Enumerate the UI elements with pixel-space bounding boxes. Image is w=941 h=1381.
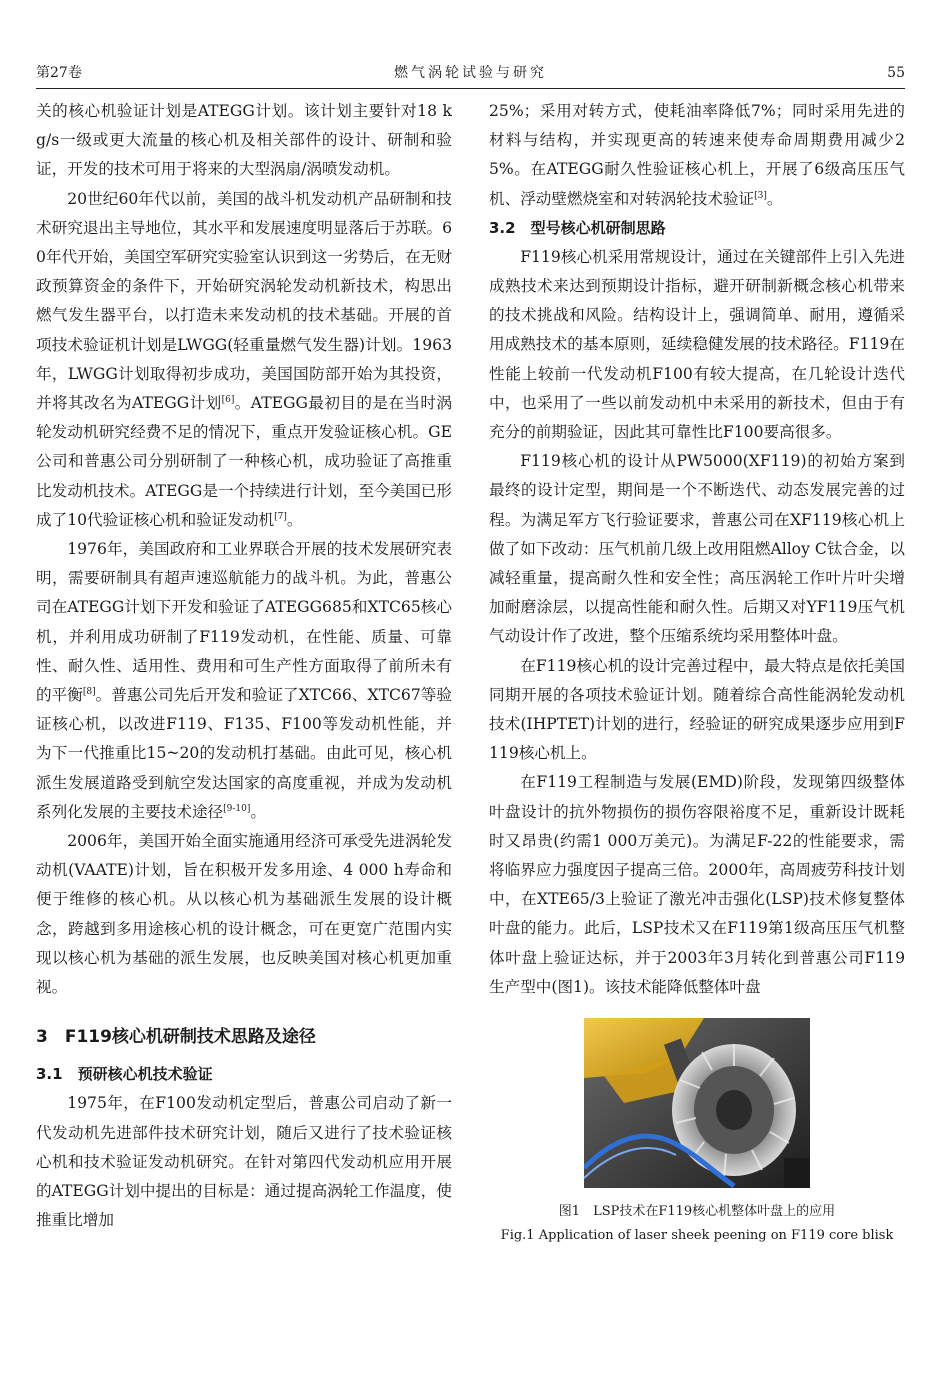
paragraph: 20世纪60年代以前，美国的战斗机发动机产品研制和技术研究退出主导地位，其水平和发展速度明显落后于苏联。60年代开始，美国空军研究实验室认识到这一劣势后，在无财政预算资金的条件下，开始研究涡轮发动机新技术，构思出燃气发生器平台，以打造未来发动机的技术基础。开展的首项技术验证机计划是LWGG(轻重量燃气发生器)计划。1963年，LWGG计划取得初步成功，美国国防部开始为其投资，并将其改名为ATEGG计划[6]。ATEGG最初目的是在当时涡轮发动机研究经费不足的情况下，重点开发验证核心机。GE公司和普惠公司分别研制了一种核心机，成功验证了高推重比发动机技术。ATEGG是一个持续进行计划，至今美国已形成了10代验证核心机和验证发动机[7]。 — [36, 189, 453, 529]
subsection-heading: 3.1 预研核心机技术验证 — [36, 1065, 213, 1084]
figure-lsp-blisk-photo — [584, 1018, 810, 1188]
paragraph: 在F119工程制造与发展(EMD)阶段，发现第四级整体叶盘设计的抗外物损伤的损伤容限裕度不足，重新设计既耗时又昂贵(约需1 000万美元)。为满足F-22的性能要求，需将临界应力强度因子提高三倍。2000年，高周疲劳科技计划中，在XTE65/3上验证了激光冲击强化(LSP)技术修复整体叶盘的能力。此后，LSP技术又在F119第1级高压压气机整体叶盘上验证达标，并于2003年3月转化到普惠公司F119生产型中(图1)。该技术能降低整体叶盘 — [489, 773, 905, 996]
figure-caption-en: Fig.1 Application of laser sheek peening on F119 core blisk — [500, 1228, 894, 1244]
paragraph: F119核心机的设计从PW5000(XF119)的初始方案到最终的设计定型，期间是一个不断迭代、动态发展完善的过程。为满足军方飞行验证要求，普惠公司在XF119核心机上做了如下改动：压气机前几级上改用阻燃Alloy C钛合金，以减轻重量，提高耐久性和安全性；高压涡轮工作叶片叶尖增加耐磨涂层，以提高性能和耐久性。后期又对YF119压气机气动设计作了改进，整个压缩系统均采用整体叶盘。 — [489, 452, 905, 646]
left-column — [36, 97, 452, 1235]
subsection-heading: 3.2 型号核心机研制思路 — [489, 218, 666, 237]
blisk-photo-illustration — [584, 1018, 810, 1188]
paragraph: 1975年，在F100发动机定型后，普惠公司启动了新一代发动机先进部件技术研究计划，随后又进行了技术验证核心机和技术验证发动机研究。在针对第四代发动机应用开展的ATEGG计划中提出的目标是：通过提高涡轮工作温度，使推重比增加 — [36, 1094, 452, 1230]
paragraph: 关的核心机验证计划是ATEGG计划。该计划主要针对18 kg/s一级或更大流量的核心机及相关部件的设计、研制和验证，开发的技术可用于将来的大型涡扇/涡喷发动机。 — [36, 102, 452, 179]
journal-title: 燃气涡轮试验与研究 — [394, 65, 547, 81]
volume-label: 第27卷 — [36, 65, 82, 81]
citation: [9-10] — [223, 803, 251, 814]
citation: [7] — [274, 511, 287, 522]
figure-caption-cn: 图1 LSP技术在F119核心机整体叶盘上的应用 — [558, 1204, 836, 1220]
paragraph: 25%；采用对转方式，使耗油率降低7%；同时采用先进的材料与结构，并实现更高的转速来使寿命周期费用减少25%。在ATEGG耐久性验证核心机上，开展了6级高压压气机、浮动壁燃烧室和对转涡轮技术验证[3]。 — [489, 102, 905, 208]
page-number: 55 — [887, 65, 905, 81]
right-column — [489, 97, 905, 1248]
section-heading: 3 F119核心机研制技术思路及途径 — [36, 1027, 316, 1048]
paragraph: 在F119核心机的设计完善过程中，最大特点是依托美国同期开展的各项技术验证计划。随着综合高性能涡轮发动机技术(IHPTET)计划的进行，经验证的研究成果逐步应用到F119核心机上。 — [489, 656, 905, 763]
paragraph: 2006年，美国开始全面实施通用经济可承受先进涡轮发动机(VAATE)计划，旨在积极开发多用途、4 000 h寿命和便于维修的核心机。从以核心机为基础派生发展的设计概念，跨越到多用途核心机的设计概念，可在更宽广范围内实现以核心机为基础的派生发展，也反映美国对核心机更加重视。 — [36, 832, 452, 997]
citation: [3] — [754, 190, 767, 201]
header-rule — [36, 88, 905, 89]
running-header — [36, 62, 905, 84]
paragraph: F119核心机采用常规设计，通过在关键部件上引入先进成熟技术来达到预期设计指标，避开研制新概念核心机带来的技术挑战和风险。结构设计上，强调简单、耐用，遵循采用成熟技术的基本原则，延续稳健发展的技术路径。F119在性能上较前一代发动机F100有较大提高，在几轮设计迭代中，也采用了一些以前发动机中未采用的新技术，但由于有充分的前期验证，因此其可靠性比F100要高很多。 — [489, 247, 905, 442]
citation: [8] — [82, 686, 96, 697]
paragraph: 1976年，美国政府和工业界联合开展的技术发展研究表明，需要研制具有超声速巡航能力的战斗机。为此，普惠公司在ATEGG计划下开发和验证了ATEGG685和XTC65核心机，并利用成功研制了F119发动机，在性能、质量、可靠性、耐久性、适用性、费用和可生产性方面取得了前所未有的平衡[8]。普惠公司先后开发和验证了XTC66、XTC67等验证核心机，以改进F119、F135、F100等发动机性能，并为下一代推重比15~20的发动机打基础。由此可见，核心机派生发展道路受到航空发达国家的高度重视，并成为发动机系列化发展的主要技术途径[9-10]。 — [36, 540, 452, 821]
citation: [6] — [221, 394, 235, 405]
